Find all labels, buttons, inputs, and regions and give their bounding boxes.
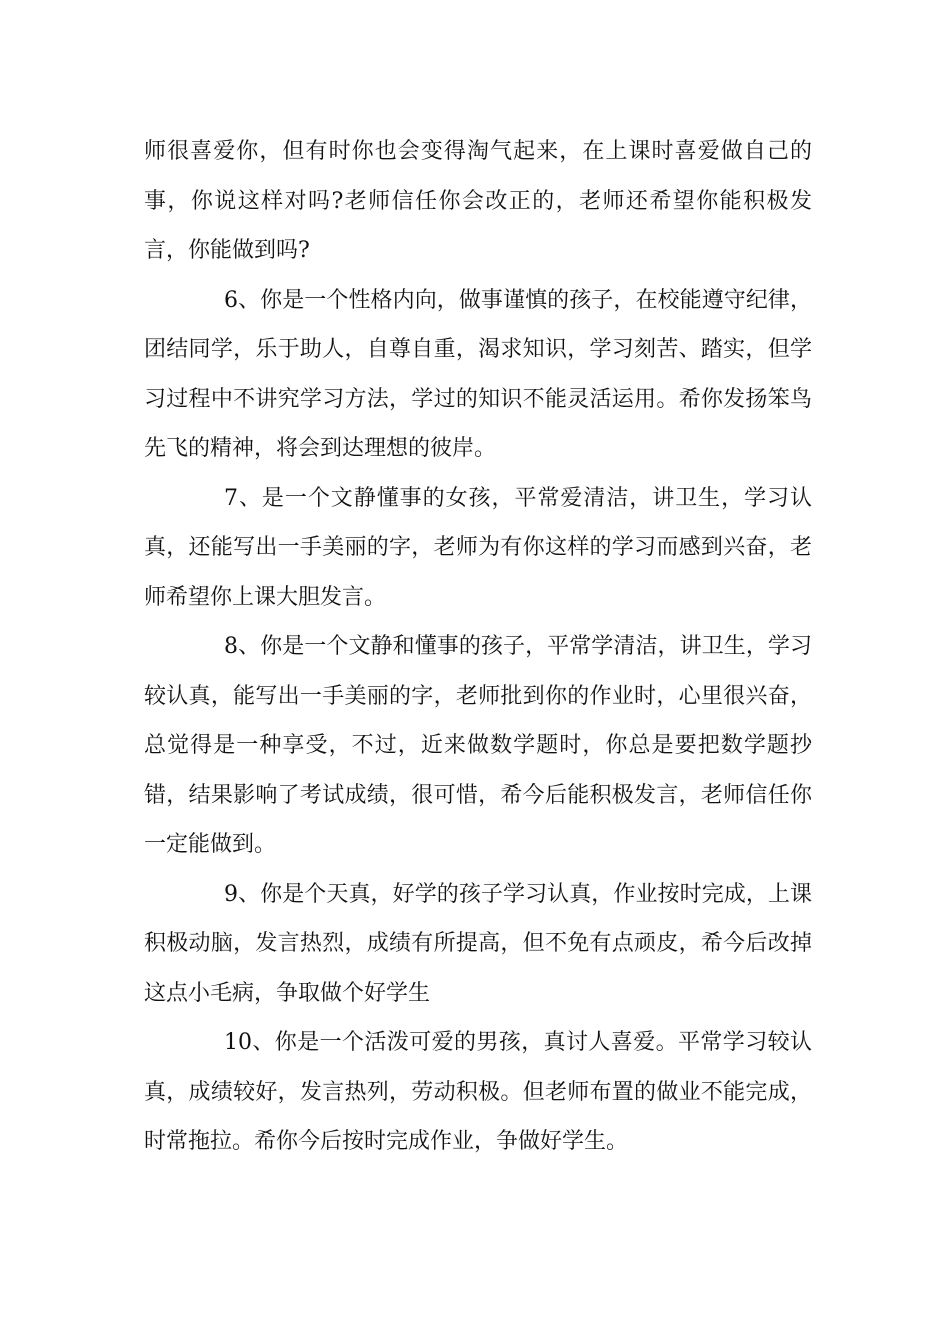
paragraph-continuation: 师很喜爱你，但有时你也会变得淘气起来，在上课时喜爱做自己的事，你说这样对吗?老师信任你会改正的，老师还希望你能积极发言，你能做到吗? <box>144 139 812 263</box>
paragraph-comment-7: 7、是一个文静懂事的女孩，平常爱清洁，讲卫生，学习认真，还能写出一手美丽的字，老师为有你这样的学习而感到兴奋，老师希望你上课大胆发言。 <box>144 485 812 610</box>
paragraph-comment-9: 9、你是个天真，好学的孩子学习认真，作业按时完成，上课积极动脑，发言热烈，成绩有所提高，但不免有点顽皮，希今后改掉这点小毛病，争取做个好学生 <box>144 881 812 1006</box>
paragraph-comment-6: 6、你是一个性格内向，做事谨慎的孩子，在校能遵守纪律，团结同学，乐于助人，自尊自重，渴求知识，学习刻苦、踏实，但学习过程中不讲究学习方法，学过的知识不能灵活运用。希你发扬笨鸟先飞的精神，将会到达理想的彼岸。 <box>144 287 812 461</box>
document-body <box>144 127 812 1167</box>
paragraph-comment-8: 8、你是一个文静和懂事的孩子，平常学清洁，讲卫生，学习较认真，能写出一手美丽的字，老师批到你的作业时，心里很兴奋，总觉得是一种享受，不过，近来做数学题时，你总是要把数学题抄错，结果影响了考试成绩，很可惜，希今后能积极发言，老师信任你一定能做到。 <box>144 634 812 857</box>
paragraph-comment-10: 10、你是一个活泼可爱的男孩，真讨人喜爱。平常学习较认真，成绩较好，发言热列，劳动积极。但老师布置的做业不能完成，时常拖拉。希你今后按时完成作业，争做好学生。 <box>144 1030 812 1154</box>
